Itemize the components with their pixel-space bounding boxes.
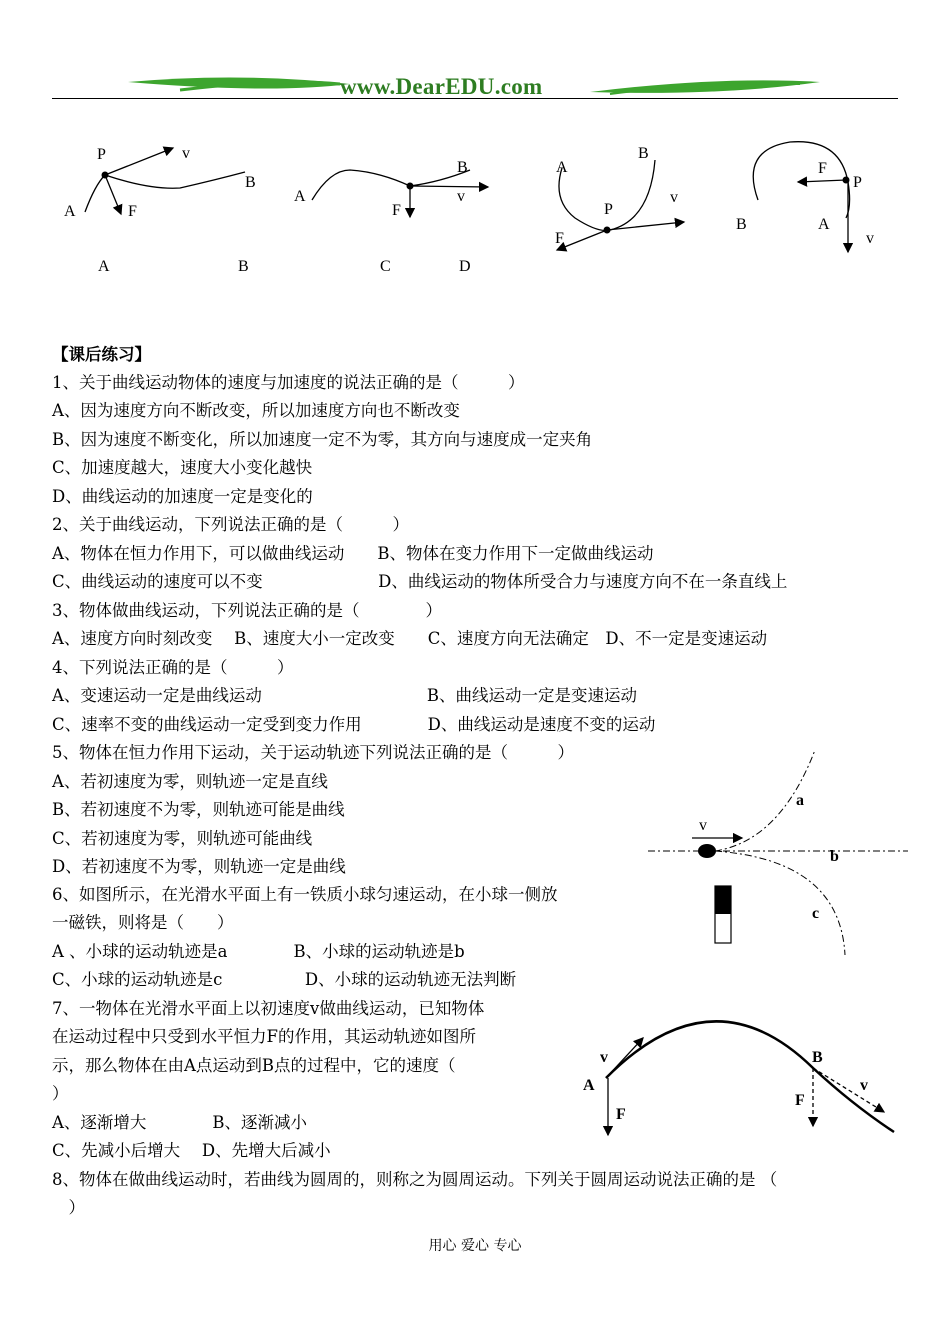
fig-c-v-label: v	[670, 189, 678, 206]
fig-d-v-label: v	[866, 230, 874, 247]
fig-d-f-label: F	[818, 160, 827, 177]
header-rule	[52, 98, 898, 99]
fig-a-f-label: F	[128, 203, 137, 220]
figure-b	[294, 159, 488, 219]
figure-a	[64, 145, 256, 220]
q6-figure	[640, 745, 920, 960]
top-figures	[0, 130, 950, 280]
fig-c-a-label: A	[556, 159, 568, 176]
q1-option-b: B、因为速度不断变化，所以加速度一定不为零，其方向与速度成一定夹角	[52, 430, 593, 449]
q4-stem: 4、下列说法正确的是（ ）	[52, 658, 294, 677]
q6-stem-2: 一磁铁，则将是（ ）	[52, 913, 234, 932]
fig-b-v-label: v	[457, 188, 465, 205]
q1-option-a: A、因为速度方向不断改变，所以加速度方向也不断改变	[52, 401, 460, 420]
q7-f-label-start: F	[616, 1106, 626, 1123]
q7-b-label: B	[812, 1049, 823, 1066]
q3-options: A、速度方向时刻改变 B、速度大小一定改变 C、速度方向无法确定 D、不一定是变速运动	[52, 629, 768, 648]
q1-stem: 1、关于曲线运动物体的速度与加速度的说法正确的是（ ）	[52, 373, 525, 392]
fig-a-a-label: A	[64, 203, 76, 220]
q4-options-ab: A、变速运动一定是曲线运动 B、曲线运动一定是变速运动	[52, 686, 638, 705]
q6-options-cd: C、小球的运动轨迹是c D、小球的运动轨迹无法判断	[52, 970, 517, 989]
q7-options-ab: A、逐渐增大 B、逐渐减小	[52, 1113, 308, 1132]
q7-stem-3: 示，那么物体在由A点运动到B点的过程中，它的速度（	[52, 1056, 456, 1075]
q8-stem-1: 8、物体在做曲线运动时，若曲线为圆周的，则称之为圆周运动。下列关于圆周运动说法正确的是 （	[52, 1170, 778, 1189]
option-label-a: A	[98, 258, 110, 275]
q7-stem-4: ）	[52, 1084, 69, 1103]
fig-d-b-label: B	[736, 216, 747, 233]
q5-option-d: D、若初速度不为零，则轨迹一定是曲线	[52, 857, 346, 876]
q7-v-label-end: v	[860, 1077, 868, 1094]
q7-stem-1: 7、一物体在光滑水平面上以初速度v做曲线运动，已知物体	[52, 999, 485, 1018]
fig-a-v-label: v	[182, 145, 190, 162]
fig-c-b-label: B	[638, 145, 649, 162]
fig-b-f-label: F	[392, 202, 401, 219]
q2-stem: 2、关于曲线运动，下列说法正确的是（ ）	[52, 515, 409, 534]
q1-option-d: D、曲线运动的加速度一定是变化的	[52, 487, 313, 506]
section-title: 【课后练习】	[52, 345, 151, 364]
q5-option-b: B、若初速度不为零，则轨迹可能是曲线	[52, 800, 345, 819]
q7-options-cd: C、先减小后增大 D、先增大后减小	[52, 1141, 331, 1160]
q5-option-c: C、若初速度为零，则轨迹可能曲线	[52, 829, 313, 848]
fig-d-p-label: P	[853, 174, 862, 191]
fig-b-a-label: A	[294, 188, 306, 205]
q7-f-label-end: F	[795, 1092, 805, 1109]
q5-option-a: A、若初速度为零，则轨迹一定是直线	[52, 772, 328, 791]
q5-stem: 5、物体在恒力作用下运动，关于运动轨迹下列说法正确的是（ ）	[52, 743, 574, 762]
fig-a-b-label: B	[245, 174, 256, 191]
q7-figure	[578, 1010, 908, 1140]
option-label-b: B	[238, 258, 249, 275]
logo-text: www.DearEDU.com	[340, 74, 543, 99]
q7-v-label-start: v	[600, 1049, 608, 1066]
figure-d	[736, 142, 874, 252]
fig-c-p-label: P	[604, 201, 613, 218]
q3-stem: 3、物体做曲线运动，下列说法正确的是（ ）	[52, 601, 442, 620]
q6-stem-1: 6、如图所示，在光滑水平面上有一铁质小球匀速运动，在小球一侧放	[52, 885, 558, 904]
q1-option-c: C、加速度越大，速度大小变化越快	[52, 458, 313, 477]
q6-c-label: c	[812, 905, 820, 922]
q7-stem-2: 在运动过程中只受到水平恒力F的作用，其运动轨迹如图所	[52, 1027, 476, 1046]
q2-options-cd: C、曲线运动的速度可以不变 D、曲线运动的物体所受合力与速度方向不在一条直线上	[52, 572, 788, 591]
fig-c-f-label: F	[555, 230, 564, 247]
q7-a-label: A	[583, 1077, 595, 1094]
q6-options-ab: A 、小球的运动轨迹是a B、小球的运动轨迹是b	[52, 942, 465, 961]
figure-c	[555, 145, 684, 250]
option-label-c: C	[380, 258, 391, 275]
q6-v-label: v	[699, 817, 707, 834]
q4-options-cd: C、速率不变的曲线运动一定受到变力作用 D、曲线运动是速度不变的运动	[52, 715, 656, 734]
q8-stem-2: ）	[52, 1198, 85, 1217]
option-label-d: D	[459, 258, 471, 275]
fig-d-a-label: A	[818, 216, 830, 233]
fig-a-p-label: P	[97, 146, 106, 163]
q6-b-label: b	[830, 848, 839, 865]
page-footer: 用心 爱心 专心	[428, 1238, 522, 1254]
fig-b-b-label: B	[457, 159, 468, 176]
q6-a-label: a	[796, 792, 804, 809]
q2-options-ab: A、物体在恒力作用下，可以做曲线运动 B、物体在变力作用下一定做曲线运动	[52, 544, 654, 563]
